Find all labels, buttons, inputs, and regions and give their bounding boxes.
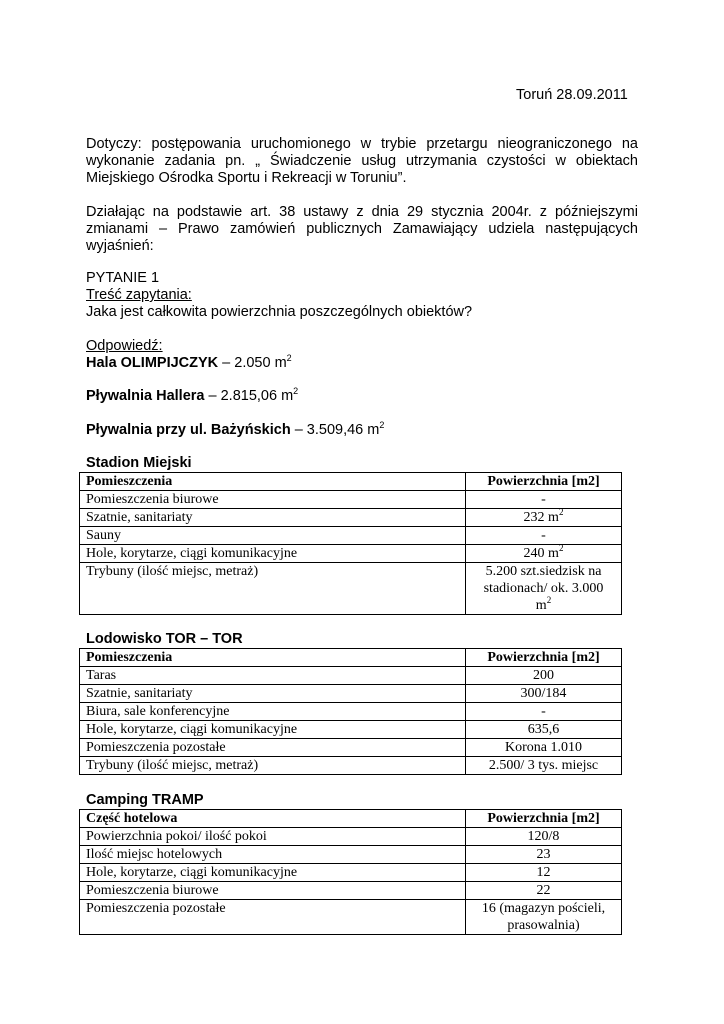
table-cell: Pomieszczenia biurowe [80, 491, 466, 509]
table-cell: 635,6 [466, 721, 622, 739]
table-cell: - [466, 527, 622, 545]
question-label: Treść zapytania: [86, 287, 192, 303]
basis-line: wyjaśnień: [86, 238, 154, 254]
header-cell: Część hotelowa [80, 810, 466, 828]
question-number: PYTANIE 1 [86, 270, 160, 286]
table-cell: Hole, korytarze, ciągi komunikacyjne [80, 721, 466, 739]
table-row [80, 703, 622, 721]
header-cell: Powierzchnia [m2] [466, 473, 622, 491]
table-row [80, 509, 622, 527]
table-cell: Powierzchnia pokoi/ ilość pokoi [80, 828, 466, 846]
table-row [80, 757, 622, 775]
subject-paragraph [86, 136, 638, 187]
header-cell: Pomieszczenia [80, 473, 466, 491]
table-row [80, 545, 622, 563]
table-cell: - [466, 491, 622, 509]
table-camping [79, 809, 622, 935]
question-block [86, 270, 638, 321]
table-row [80, 900, 622, 935]
table-cell: Pomieszczenia pozostałe [80, 739, 466, 757]
table-row [80, 864, 622, 882]
table-cell: Sauny [80, 527, 466, 545]
table-row [80, 828, 622, 846]
answer-label: Odpowiedź: [86, 338, 163, 354]
table-cell: 120/8 [466, 828, 622, 846]
question-text: Jaka jest całkowita powierzchnia poszczególnych obiektów? [86, 304, 473, 320]
table-cell: - [466, 703, 622, 721]
table-cell: Hole, korytarze, ciągi komunikacyjne [80, 545, 466, 563]
section-title-lodowisko: Lodowisko TOR – TOR [86, 631, 243, 647]
table-header-row [80, 473, 622, 491]
table-cell: 12 [466, 864, 622, 882]
table-cell: 2.500/ 3 tys. miejsc [466, 757, 622, 775]
subject-line: Dotyczy: postępowania uruchomionego w trybie przetargu nieograniczonego na [86, 136, 638, 152]
table-row [80, 685, 622, 703]
table-cell: 240 $m^2$ [466, 545, 622, 563]
table-cell: Szatnie, sanitariaty [80, 685, 466, 703]
table-header-row [80, 649, 622, 667]
table-row [80, 563, 622, 615]
table-cell: Hole, korytarze, ciągi komunikacyjne [80, 864, 466, 882]
section-title-camping: Camping TRAMP [86, 792, 204, 808]
table-cell: Korona 1.010 [466, 739, 622, 757]
table-cell: Szatnie, sanitariaty [80, 509, 466, 527]
table-row [80, 739, 622, 757]
answer-item: Pływalnia przy ul. Bażyńskich – 3.509,46 $m^2$ [86, 420, 385, 438]
table-cell: Ilość miejsc hotelowych [80, 846, 466, 864]
table-cell: 300/184 [466, 685, 622, 703]
answer-block [86, 338, 638, 372]
table-stadion [79, 472, 622, 615]
basis-line: zmianami – Prawo zamówień publicznych Zamawiający udziela następujących [86, 221, 638, 237]
table-header-row [80, 810, 622, 828]
table-cell: Pomieszczenia pozostałe [80, 900, 466, 935]
table-cell: 23 [466, 846, 622, 864]
table-cell: 232 $m^2$ [466, 509, 622, 527]
table-lodowisko [79, 648, 622, 775]
table-row [80, 491, 622, 509]
table-row [80, 882, 622, 900]
answer-item: Pływalnia Hallera – 2.815,06 $m^2$ [86, 386, 299, 404]
table-row [80, 527, 622, 545]
table-cell: Taras [80, 667, 466, 685]
document-date: Toruń 28.09.2011 [516, 87, 628, 103]
table-row [80, 667, 622, 685]
header-cell: Pomieszczenia [80, 649, 466, 667]
answer-item: Hala OLIMPIJCZYK – 2.050 $m^2$ [86, 353, 292, 371]
header-cell: Powierzchnia [m2] [466, 649, 622, 667]
table-cell: Pomieszczenia biurowe [80, 882, 466, 900]
basis-line: Działając na podstawie art. 38 ustawy z dnia 29 stycznia 2004r. z późniejszymi [86, 204, 638, 220]
table-cell: Trybuny (ilość miejsc, metraż) [80, 563, 466, 615]
subject-line: Miejskiego Ośrodka Sportu i Rekreacji w Toruniu”. [86, 170, 407, 186]
header-cell: Powierzchnia [m2] [466, 810, 622, 828]
table-row [80, 846, 622, 864]
table-cell: 16 (magazyn pościeli, prasowalnia) [466, 900, 622, 935]
table-cell: Trybuny (ilość miejsc, metraż) [80, 757, 466, 775]
table-cell: 22 [466, 882, 622, 900]
table-row [80, 721, 622, 739]
legal-basis-paragraph [86, 204, 638, 255]
table-cell: Biura, sale konferencyjne [80, 703, 466, 721]
table-cell: 5.200 szt.siedzisk na stadionach/ ok. 3.000 $m^2$ [466, 563, 622, 615]
table-cell: 200 [466, 667, 622, 685]
section-title-stadion: Stadion Miejski [86, 455, 192, 471]
subject-line: wykonanie zadania pn. „ Świadczenie usług utrzymania czystości w obiektach [86, 153, 638, 169]
